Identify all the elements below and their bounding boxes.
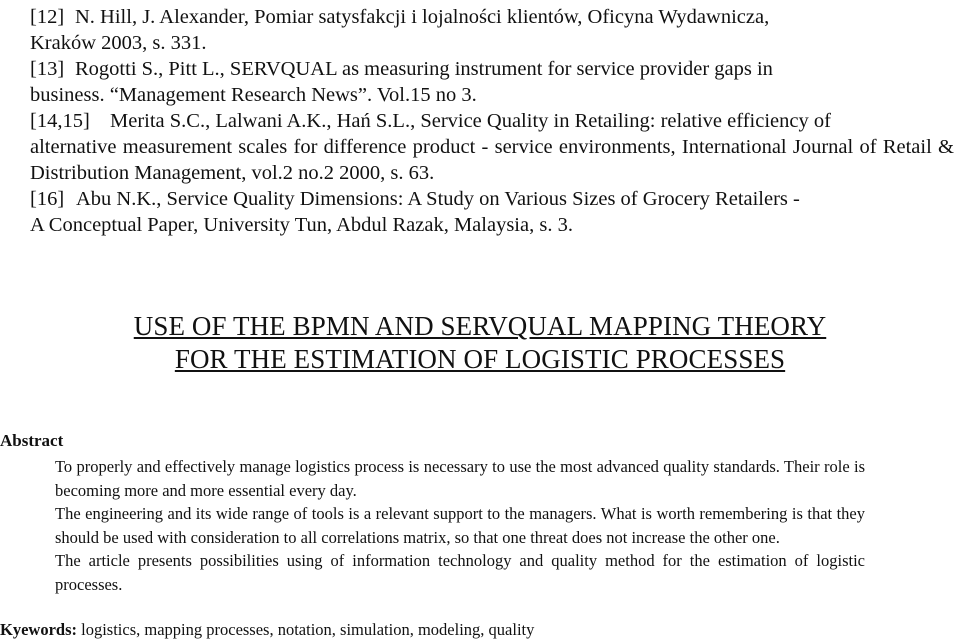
- reference-text-continued: alternative measurement scales for difference product - service environments, International Journal of Retail & Distribution Management, vol.2 no.2 2000, s. 63.: [30, 136, 954, 184]
- reference-text: Abu N.K., Service Quality Dimensions: A Study on Various Sizes of Grocery Retailers -: [76, 188, 800, 210]
- reference-number: [12]: [30, 6, 65, 28]
- abstract-paragraph: The engineering and its wide range of tools is a relevant support to the managers. What is worth remembering is that they should be used with consideration to all correlations matrix, so that one threat does not increase the other one.: [55, 504, 865, 547]
- abstract-body: [55, 455, 865, 596]
- reference-12: [30, 4, 954, 56]
- abstract-heading: Abstract: [0, 431, 64, 450]
- reference-text: Merita S.C., Lalwani A.K., Hań S.L., Service Quality in Retailing: relative efficiency of: [110, 110, 831, 132]
- reference-number: [16]: [30, 188, 65, 210]
- reference-14-15: [30, 108, 954, 186]
- abstract-paragraph: The article presents possibilities using of information technology and quality method for the estimation of logistic processes.: [55, 551, 865, 594]
- keywords-line: [0, 619, 534, 641]
- reference-text-continued: business. “Management Research News”. Vol.15 no 3.: [30, 84, 477, 106]
- references-list: [30, 4, 954, 238]
- abstract-paragraph: To properly and effectively manage logistics process is necessary to use the most advanced quality standards. Their role is becoming more and more essential every day.: [55, 457, 865, 500]
- reference-number: [13]: [30, 58, 65, 80]
- reference-16: [30, 186, 954, 238]
- reference-text: Rogotti S., Pitt L., SERVQUAL as measuring instrument for service provider gaps in: [75, 58, 773, 80]
- paper-title: [0, 310, 960, 376]
- reference-text-continued: A Conceptual Paper, University Tun, Abdul Razak, Malaysia, s. 3.: [30, 214, 573, 236]
- keywords-label: Kyewords:: [0, 620, 77, 639]
- keywords-text: logistics, mapping processes, notation, simulation, modeling, quality: [77, 620, 535, 639]
- paper-title-line-1: USE OF THE BPMN AND SERVQUAL MAPPING THEORY: [133, 311, 827, 341]
- reference-number: [14,15]: [30, 110, 90, 132]
- reference-13: [30, 56, 954, 108]
- reference-text: N. Hill, J. Alexander, Pomiar satysfakcji i lojalności klientów, Oficyna Wydawnicza,: [75, 6, 770, 28]
- reference-text-continued: Kraków 2003, s. 331.: [30, 32, 207, 54]
- paper-title-line-2: FOR THE ESTIMATION OF LOGISTIC PROCESSES: [174, 344, 786, 374]
